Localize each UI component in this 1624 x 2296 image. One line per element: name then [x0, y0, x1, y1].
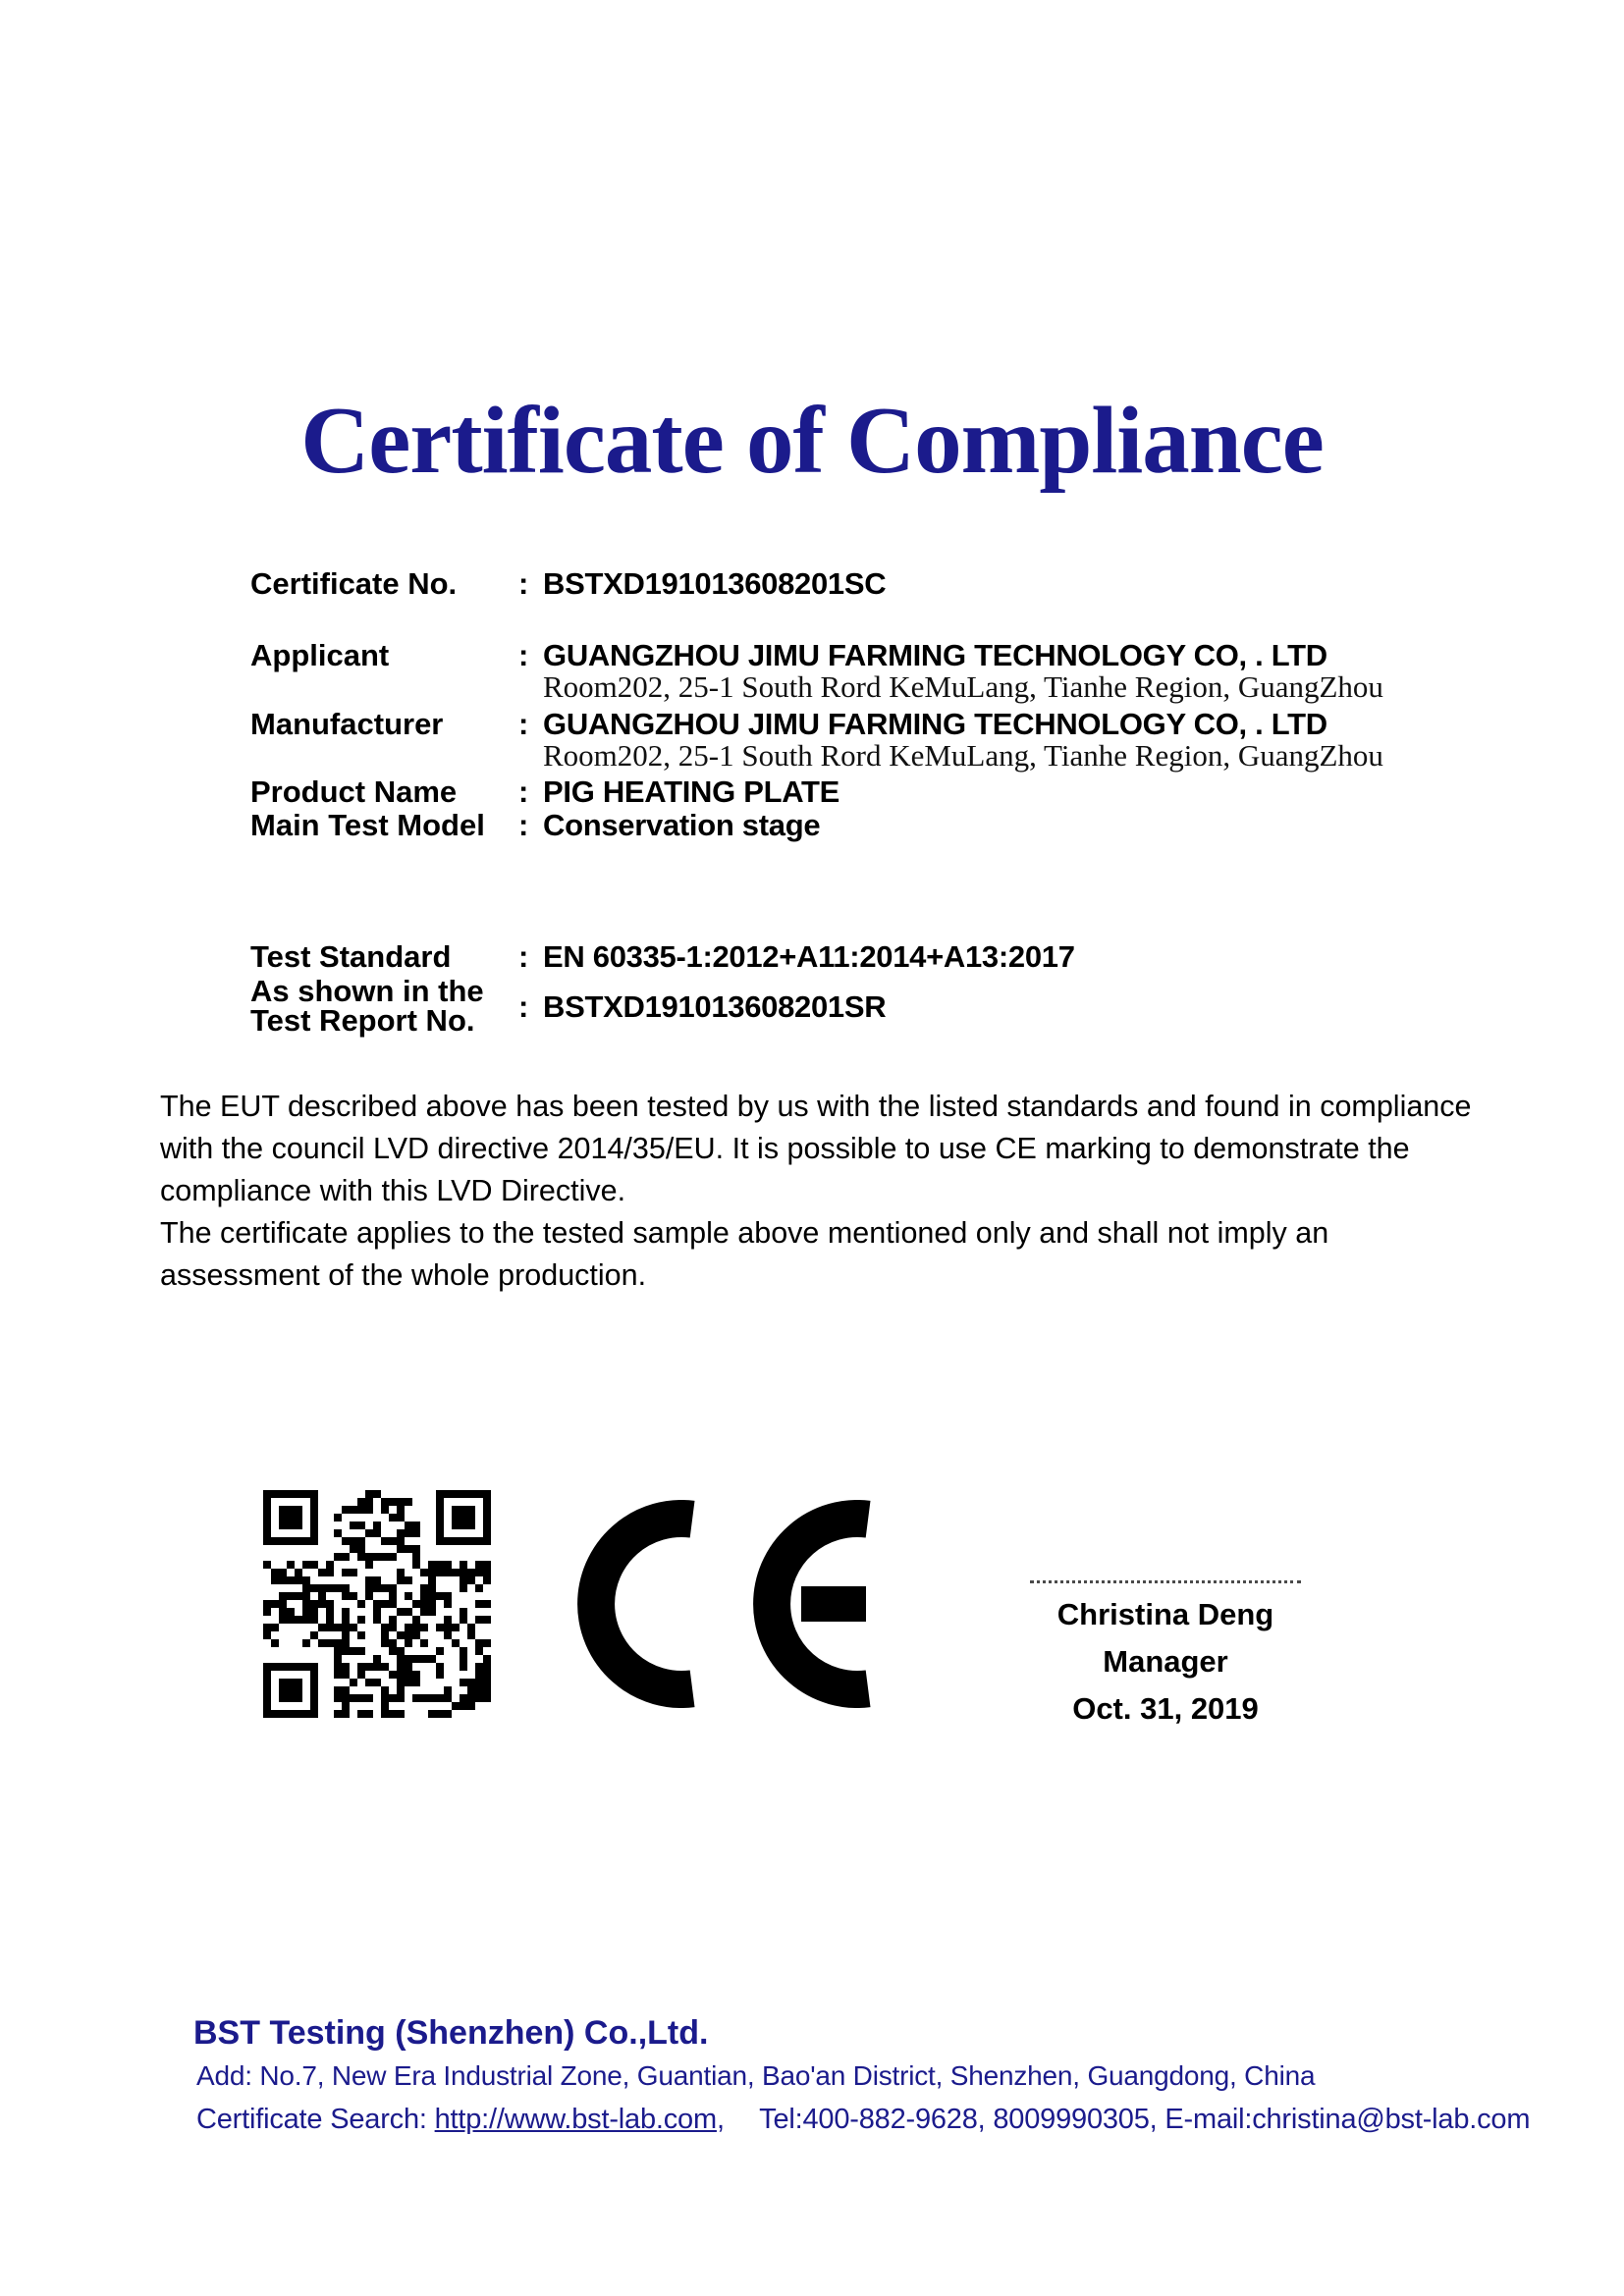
footer-contact-info: Tel:400-882-9628, 8009990305, E-mail:christina@bst-lab.com [759, 2104, 1531, 2135]
certificate-search-label: Certificate Search: [196, 2104, 427, 2135]
applicant-label: Applicant [250, 638, 390, 672]
statement-paragraph-1: The EUT described above has been tested by us with the listed standards and found in compliance with the council LVD directive 2014/35/EU. It is possible to use CE marking to demonstrate the compliance with this LVD Directive. [160, 1090, 1472, 1207]
signatory-title: Manager [1103, 1644, 1228, 1679]
certificate-no-label: Certificate No. [250, 566, 458, 601]
signature-block [1018, 1555, 1313, 1727]
page-title: Certificate of Compliance [300, 388, 1324, 493]
applicant-value: GUANGZHOU JIMU FARMING TECHNOLOGY CO, . LTD [543, 638, 1327, 672]
product-name-value: PIG HEATING PLATE [543, 774, 840, 809]
link-suffix-comma: , [716, 2104, 725, 2135]
test-report-value: BSTXD191013608201SR [543, 989, 887, 1024]
signature-dotted-line [1030, 1555, 1301, 1583]
colon-separator: : [518, 707, 529, 741]
qr-code-image [263, 1490, 491, 1718]
test-standard-label: Test Standard [250, 939, 452, 974]
footer-certificate-search [196, 2104, 1530, 2136]
product-name-label: Product Name [250, 774, 458, 809]
statement-paragraph-2: The certificate applies to the tested sample above mentioned only and shall not imply an assessment of the whole production. [160, 1216, 1329, 1292]
test-report-label-line1: As shown in the [250, 974, 484, 1008]
applicant-address: Room202, 25-1 South Rord KeMuLang, Tianhe Region, GuangZhou [543, 669, 1383, 704]
ce-marking-logo [577, 1500, 882, 1708]
test-standard-value: EN 60335-1:2012+A11:2014+A13:2017 [543, 939, 1075, 974]
colon-separator: : [518, 939, 529, 974]
manufacturer-label: Manufacturer [250, 707, 444, 741]
manufacturer-address: Room202, 25-1 South Rord KeMuLang, Tianhe Region, GuangZhou [543, 738, 1383, 773]
footer-address: Add: No.7, New Era Industrial Zone, Guantian, Bao'an District, Shenzhen, Guangdong, China [196, 2060, 1316, 2091]
main-test-model-value: Conservation stage [543, 808, 821, 842]
colon-separator: : [518, 774, 529, 809]
compliance-statement [160, 1086, 1476, 1297]
colon-separator: : [518, 808, 529, 842]
test-report-label-line2: Test Report No. [250, 1003, 475, 1038]
colon-separator: : [518, 566, 529, 601]
ce-marking-image [577, 1500, 882, 1708]
manufacturer-value: GUANGZHOU JIMU FARMING TECHNOLOGY CO, . LTD [543, 707, 1327, 741]
qr-code [263, 1490, 491, 1718]
footer-company-name: BST Testing (Shenzhen) Co.,Ltd. [193, 2014, 709, 2052]
colon-separator: : [518, 638, 529, 672]
certificate-no-value: BSTXD191013608201SC [543, 566, 887, 601]
signatory-name: Christina Deng [1056, 1597, 1274, 1631]
certificate-search-link[interactable]: http://www.bst-lab.com [434, 2104, 717, 2135]
main-test-model-label: Main Test Model [250, 808, 485, 842]
colon-separator: : [518, 989, 529, 1024]
signature-date: Oct. 31, 2019 [1072, 1691, 1259, 1726]
